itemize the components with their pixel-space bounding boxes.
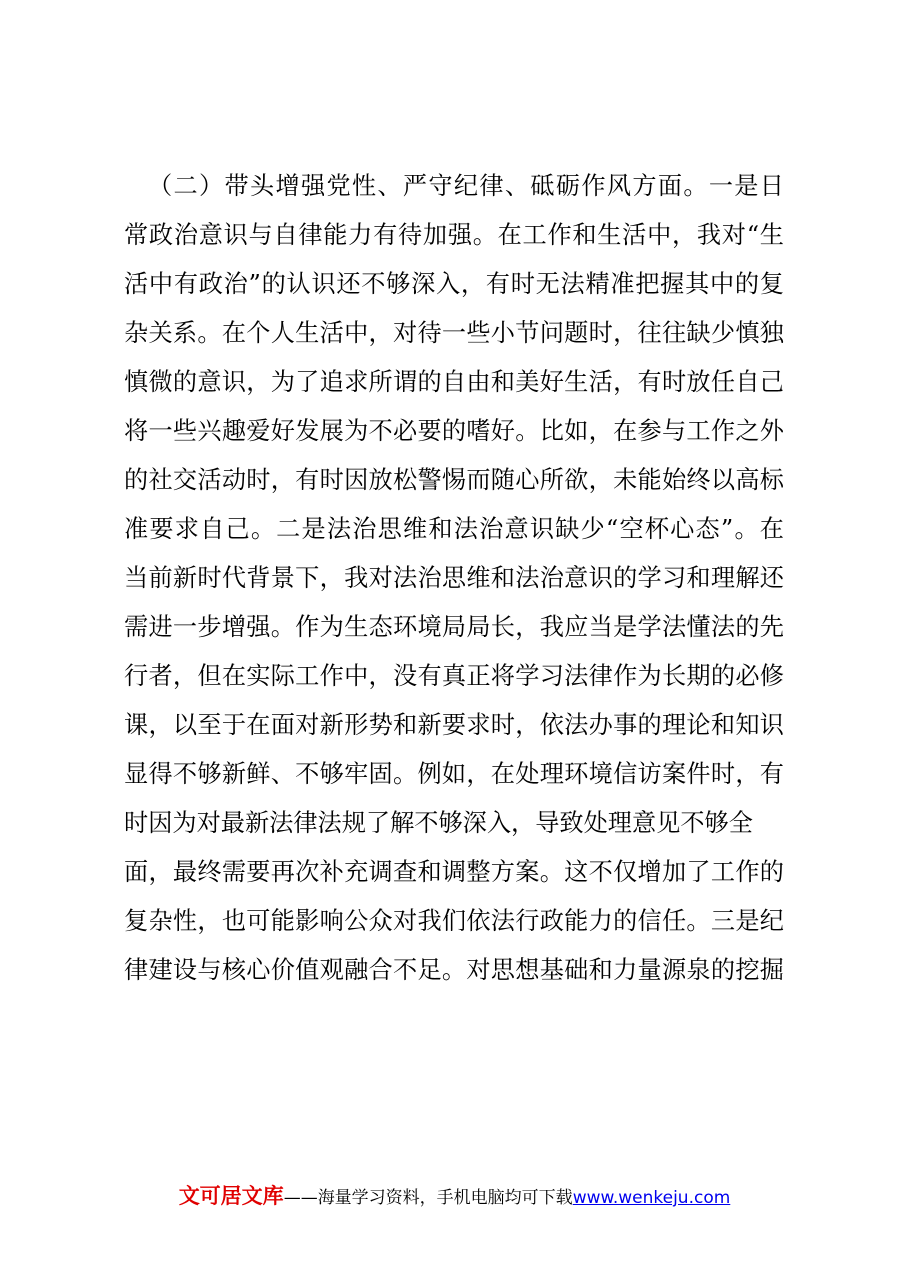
- paragraph-line: 需进一步增强。作为生态环境局局长，我应当是学法懂法的先: [124, 613, 784, 641]
- paragraph-line: 行者，但在实际工作中，没有真正将学习法律作为长期的必修: [124, 662, 784, 690]
- paragraph-line: 活中有政治”的认识还不够深入，有时无法精准把握其中的复: [124, 270, 784, 298]
- footer-tagline: ——海量学习资料，手机电脑均可下载: [283, 1188, 573, 1208]
- website-link[interactable]: www.wenkeju.com: [572, 1188, 731, 1208]
- paragraph-line: 当前新时代背景下，我对法治思维和法治意识的学习和理解还: [124, 564, 784, 592]
- document-body: [124, 162, 784, 995]
- paragraph-line: 慎微的意识，为了追求所谓的自由和美好生活，有时放任自己: [124, 368, 784, 396]
- paragraph-line: 时因为对最新法律法规了解不够深入，导致处理意见不够全: [124, 809, 753, 837]
- paragraph-line: 律建设与核心价值观融合不足。对思想基础和力量源泉的挖掘: [124, 956, 784, 984]
- paragraph-line: 课，以至于在面对新形势和新要求时，依法办事的理论和知识: [124, 711, 784, 739]
- paragraph-line: 显得不够新鲜、不够牢固。例如，在处理环境信访案件时，有: [124, 760, 784, 788]
- paragraph-line: 杂关系。在个人生活中，对待一些小节问题时，往往缺少慎独: [124, 319, 784, 347]
- paragraph-line: 常政治意识与自律能力有待加强。在工作和生活中，我对“生: [124, 221, 784, 249]
- footer-banner: [0, 1180, 909, 1210]
- paragraph-line: 复杂性，也可能影响公众对我们依法行政能力的信任。三是纪: [124, 907, 784, 935]
- paragraph-line: 准要求自己。二是法治思维和法治意识缺少“空杯心态”。在: [124, 515, 784, 543]
- paragraph-line: 将一些兴趣爱好发展为不必要的嗜好。比如，在参与工作之外: [124, 417, 784, 445]
- brand-name: 文可居文库: [178, 1184, 284, 1208]
- paragraph-line: 的社交活动时，有时因放松警惕而随心所欲，未能始终以高标: [124, 466, 784, 494]
- paragraph-line: （二）带头增强党性、严守纪律、砥砺作风方面。一是日: [148, 172, 784, 200]
- paragraph-line: 面，最终需要再次补充调查和调整方案。这不仅增加了工作的: [124, 858, 784, 886]
